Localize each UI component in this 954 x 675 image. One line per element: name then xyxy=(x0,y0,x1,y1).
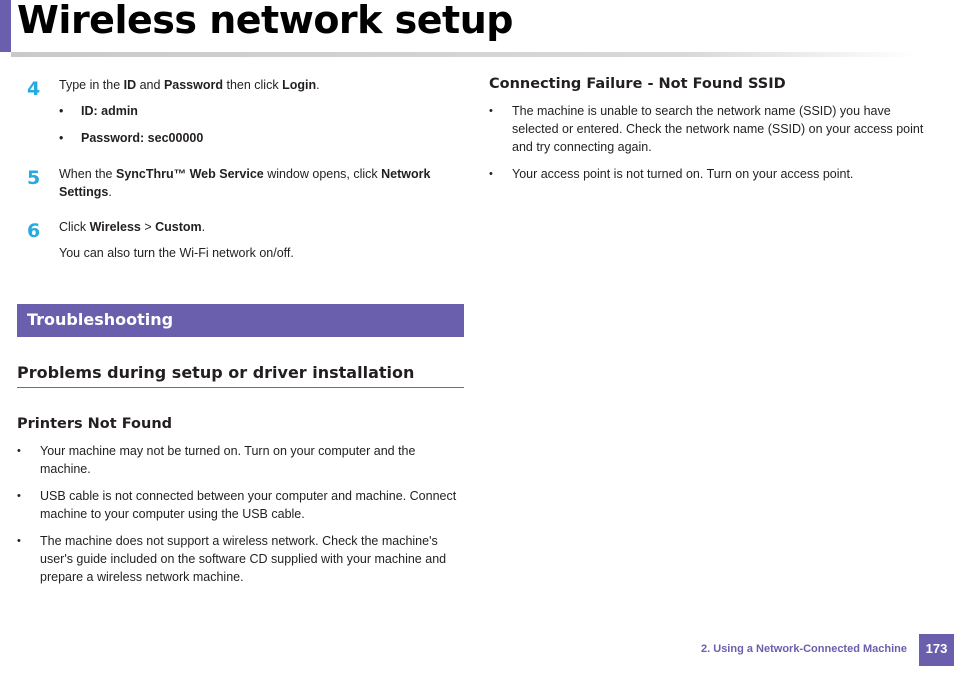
text-run: . xyxy=(316,78,320,92)
ui-term-login: Login xyxy=(282,78,317,92)
step-5 xyxy=(17,165,464,201)
text-run: Click xyxy=(59,220,90,234)
topic-heading: Connecting Failure - Not Found SSID xyxy=(489,76,786,92)
text-run: > xyxy=(140,220,156,234)
text-run: then click xyxy=(223,78,283,92)
title-divider xyxy=(11,52,916,57)
step-6 xyxy=(17,218,506,262)
text-run: When the xyxy=(59,167,116,181)
printers-not-found-block xyxy=(17,416,464,595)
step-number: 6 xyxy=(27,220,41,242)
step-text xyxy=(59,165,464,201)
list-item: • The machine does not support a wireless network. Check the machine's user's guide included on the software CD supplied with your machine and prepare a wireless network machine. xyxy=(17,532,464,586)
step-number: 5 xyxy=(27,167,41,189)
list-item: • Password: sec00000 xyxy=(59,129,506,147)
right-column xyxy=(489,70,939,192)
topic-heading: Printers Not Found xyxy=(17,416,173,432)
ui-term-syncthru: SyncThru™ Web Service xyxy=(115,167,264,181)
text-run: . xyxy=(201,220,206,234)
ui-term-password: Password xyxy=(163,78,223,92)
step-4 xyxy=(17,76,506,156)
section-title: Troubleshooting xyxy=(27,310,174,329)
ui-term-network-settings: Network Settings xyxy=(59,167,431,199)
title-accent-bar xyxy=(0,0,11,52)
section-banner xyxy=(17,304,464,337)
list-item: • USB cable is not connected between your computer and machine. Connect machine to your computer using the USB cable. xyxy=(17,487,464,523)
connecting-failure-list xyxy=(489,102,939,183)
list-item: • Your machine may not be turned on. Turn on your computer and the machine. xyxy=(17,442,464,478)
subsection-heading: Problems during setup or driver installation xyxy=(17,363,464,388)
ui-term-custom: Custom xyxy=(155,220,202,234)
ui-term-wireless: Wireless xyxy=(89,220,141,234)
ui-term-id: ID xyxy=(123,78,137,92)
list-item: • ID: admin xyxy=(59,102,506,120)
step-text xyxy=(59,218,506,236)
step-number: 4 xyxy=(27,78,41,100)
printers-not-found-list xyxy=(17,442,464,586)
footer-chapter: 2. Using a Network-Connected Machine xyxy=(701,643,907,655)
credentials-list xyxy=(59,102,506,147)
page-title: Wireless network setup xyxy=(17,0,513,42)
list-item: • The machine is unable to search the network name (SSID) you have selected or entered. Check the network name (SSID) on your access point and try connecting again. xyxy=(489,102,939,156)
list-item: • Your access point is not turned on. Turn on your access point. xyxy=(489,165,939,183)
step-text xyxy=(59,76,506,94)
text-run: Type in the xyxy=(59,78,124,92)
text-run: and xyxy=(136,78,164,92)
step-note: You can also turn the Wi-Fi network on/off. xyxy=(59,246,294,260)
text-run: window opens, click xyxy=(263,167,382,181)
text-run: . xyxy=(108,185,112,199)
page-number: 173 xyxy=(919,634,954,666)
